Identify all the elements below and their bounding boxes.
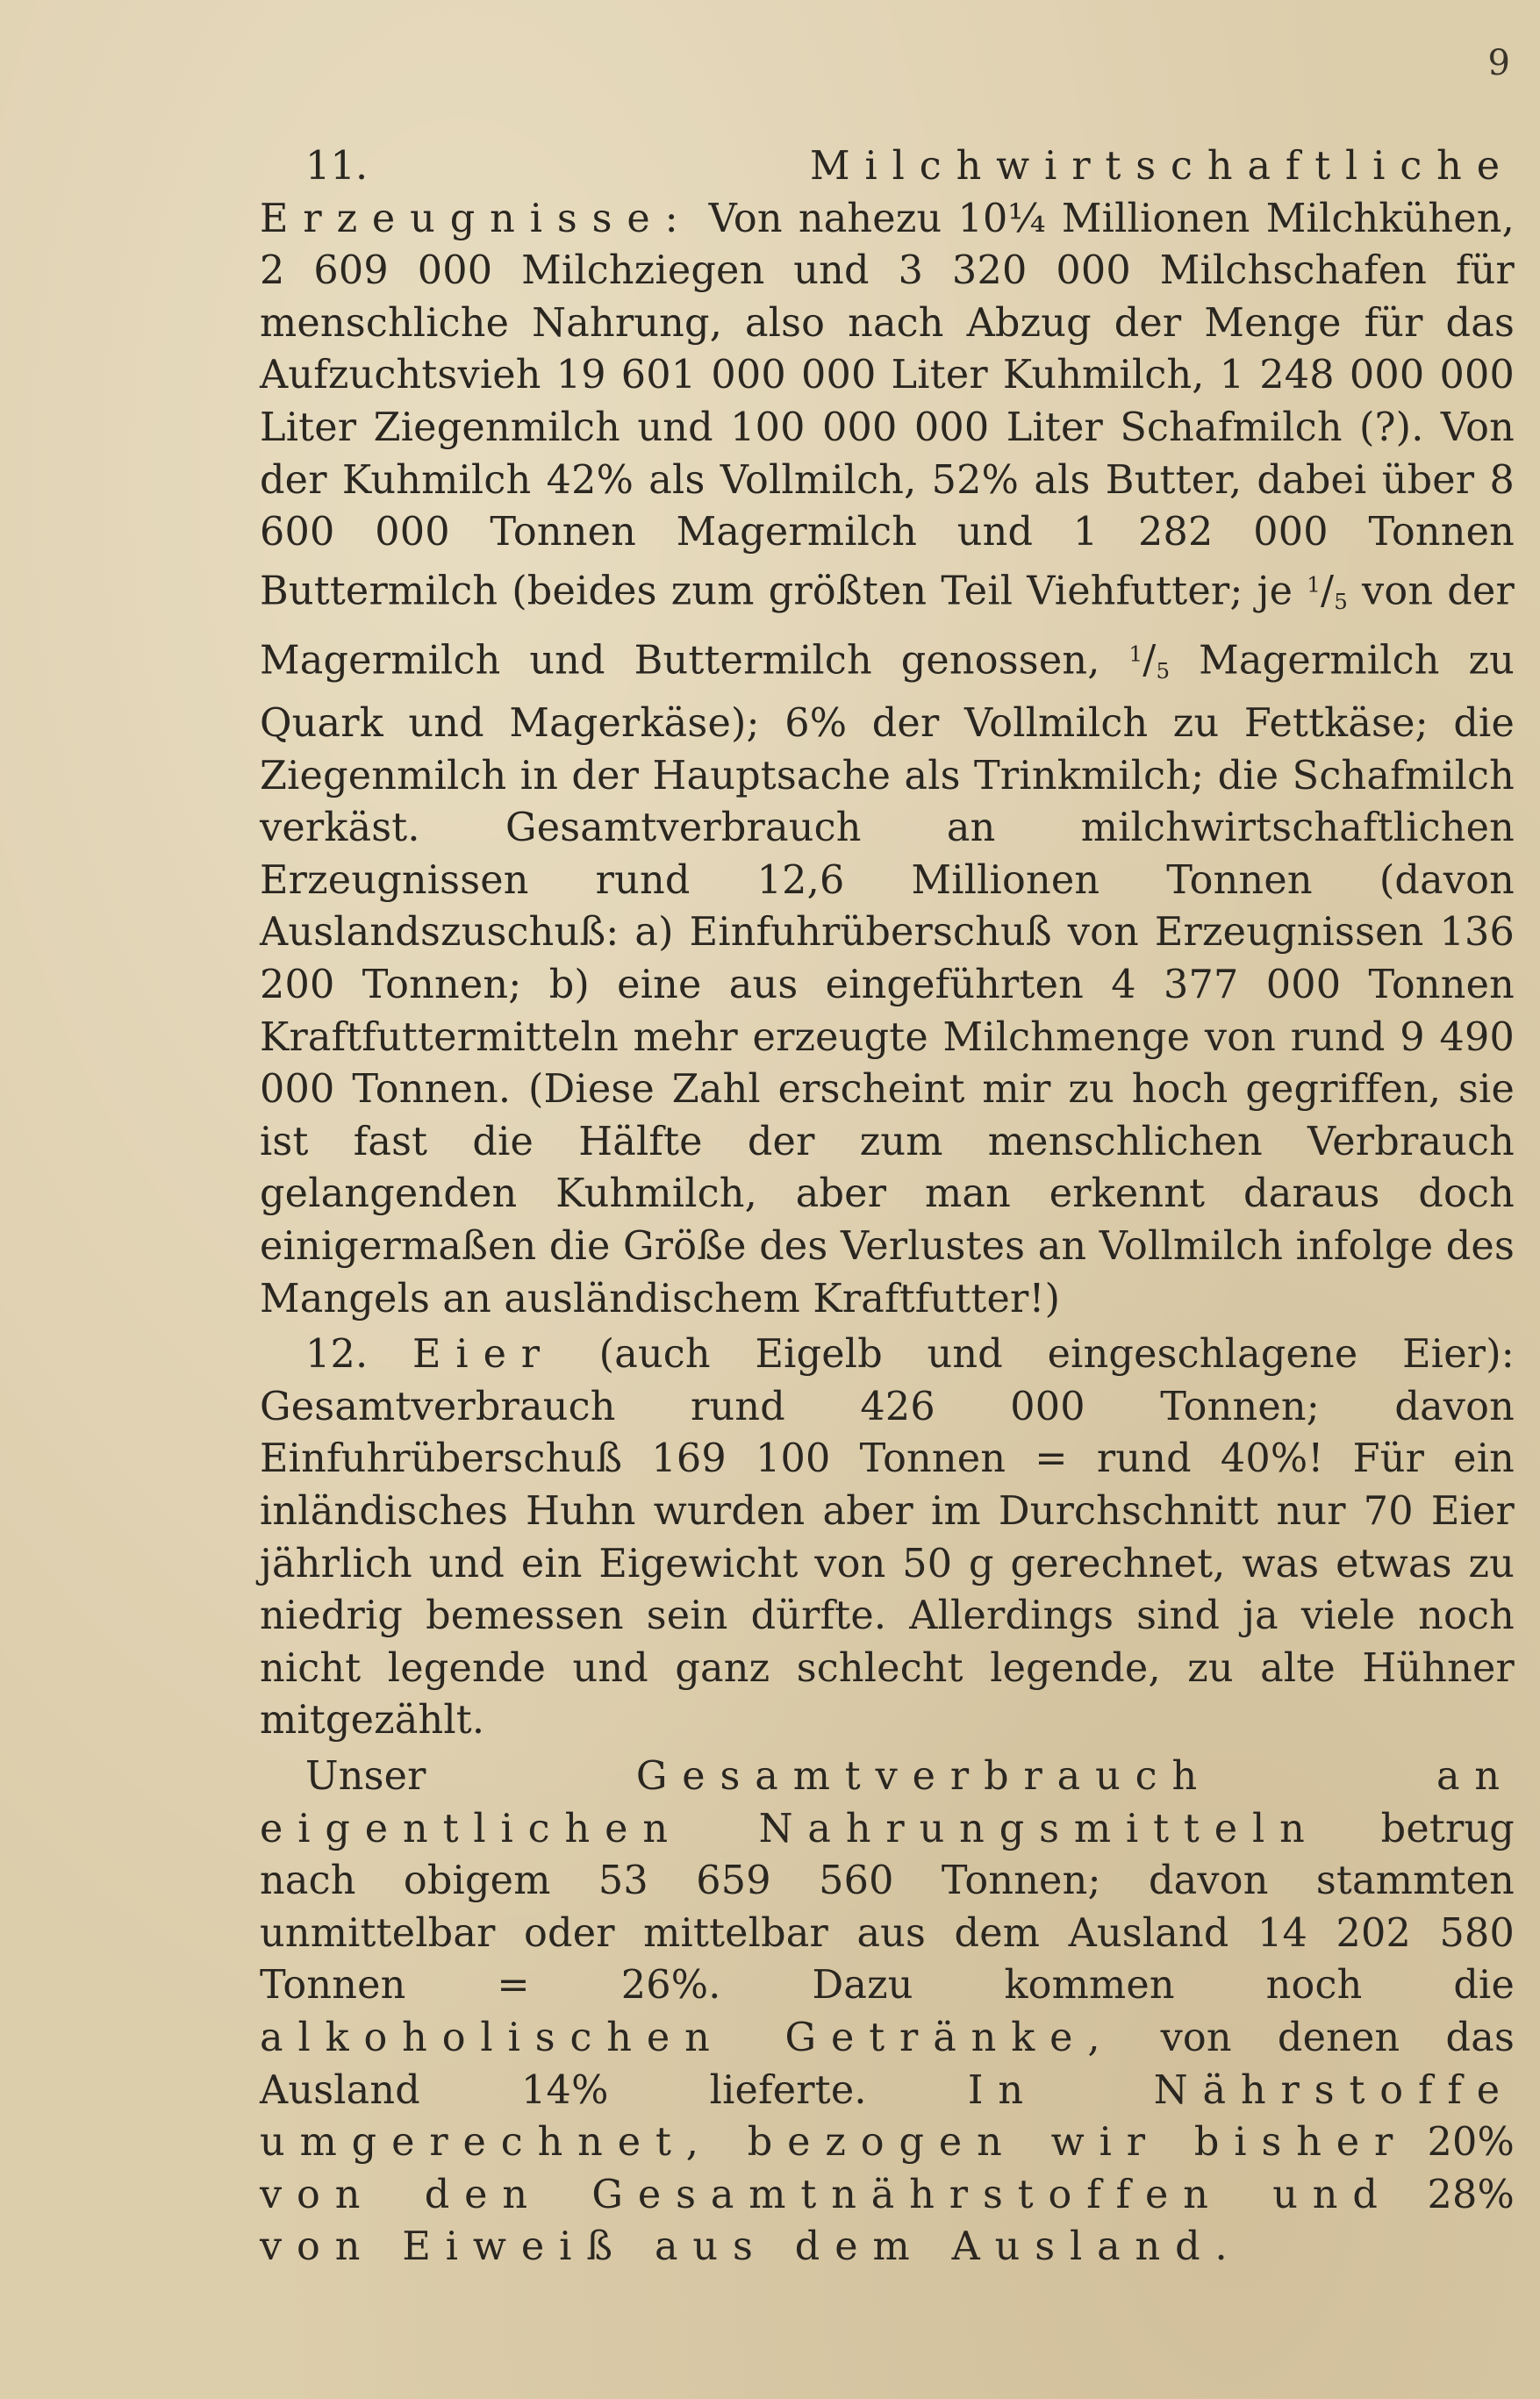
fraction-numerator: 1 (1307, 571, 1321, 598)
paragraph-lead: Unser (305, 1753, 426, 1799)
paragraph-text: 28% (1427, 2172, 1515, 2217)
page-number: 9 (1487, 43, 1510, 83)
paragraph-text: von der Magermilch und Buttermilch genossen, (260, 569, 1515, 684)
paragraph-text: betrug nach obigem 53 659 560 Tonnen; davon stammten unmittelbar oder mittelbar aus dem Ausland 14 202 580 Tonnen = 26%. Dazu kommen noch die (260, 1806, 1515, 2009)
section-heading: Milchwirtschaftliche Erzeugnisse: (260, 144, 1515, 241)
emphasis-text: alkoholischen Getränke, (260, 2015, 1115, 2060)
emphasis-text: Gesamtverbrauch an eigentlichen Nahrungsmitteln (260, 1753, 1515, 1851)
fraction-denominator: 5 (1334, 589, 1348, 615)
paragraph-eggs (260, 1328, 1515, 1747)
fraction-numerator: 1 (1128, 641, 1143, 667)
paragraph-dairy-products (260, 140, 1515, 1325)
paragraph-text: Von nahezu 10¼ Millionen Milchkühen, 2 609 000 Milchziegen und 3 320 000 Milchschafen für menschliche Nahrung, also nach Abzug der Menge für das Aufzuchtsvieh 19 601 000 000 Liter Kuhmilch, 1 248 000 000 Liter Ziegenmilch und 100 000 000 Liter Schafmilch (?). Von der Kuhmilch 42% als Vollmilch, 52% als Butter, dabei über 8 600 000 Tonnen Magermilch und 1 282 000 Tonnen Buttermilch (beides zum größten Teil Viehfutter; je (260, 196, 1515, 614)
fraction-denominator: 5 (1156, 658, 1171, 684)
text-body (260, 140, 1515, 2274)
emphasis-text: von Eiweiß aus dem Ausland. (260, 2224, 1243, 2270)
section-heading: Eier (412, 1332, 555, 1378)
fraction: $^1$/5 (1307, 569, 1348, 615)
fraction: $^1$/5 (1128, 638, 1171, 684)
section-number: 12. (305, 1332, 369, 1378)
section-number: 11. (305, 144, 369, 189)
emphasis-text: von den Gesamtnährstoffen und (260, 2172, 1393, 2217)
paragraph-text: 20% (1427, 2120, 1515, 2166)
paragraph-text: (auch Eigelb und eingeschlagene Eier): Gesamtverbrauch rund 426 000 Tonnen; davon Einfuhrüberschuß 169 100 Tonnen = rund 40%! Für ein inländisches Huhn wurden aber im Durchschnitt nur 70 Eier jährlich und ein Eigewicht von 50 g gerechnet, was etwas zu niedrig bemessen sein dürfte. Allerdings sind ja viele noch nicht legende und ganz schlecht legende, zu alte Hühner mitgezählt. (260, 1332, 1515, 1744)
emphasis-text: In Nährstoffe umgerechnet, bezogen wir bisher (260, 2067, 1515, 2166)
paragraph-text: von denen das Ausland 14% lieferte. (260, 2015, 1515, 2113)
paragraph-text: Magermilch zu Quark und Magerkäse); 6% der Vollmilch zu Fettkäse; die Ziegenmilch in der Hauptsache als Trinkmilch; die Schafmilch verkäst. Gesamtverbrauch an milchwirtschaftlichen Erzeugnissen rund 12,6 Millionen Tonnen (davon Auslandszuschuß: a) Einfuhrüberschuß von Erzeugnissen 136 200 Tonnen; b) eine aus eingeführten 4 377 000 Tonnen Kraftfuttermitteln mehr erzeugte Milchmenge von rund 9 490 000 Tonnen. (Diese Zahl erscheint mir zu hoch gegriffen, sie ist fast die Hälfte der zum menschlichen Verbrauch gelangenden Kuhmilch, aber man erkennt daraus doch einigermaßen die Größe des Verlustes an Vollmilch infolge des Mangels an ausländischem Kraftfutter!) (260, 638, 1515, 1321)
paragraph-total-consumption (260, 1751, 1515, 2274)
